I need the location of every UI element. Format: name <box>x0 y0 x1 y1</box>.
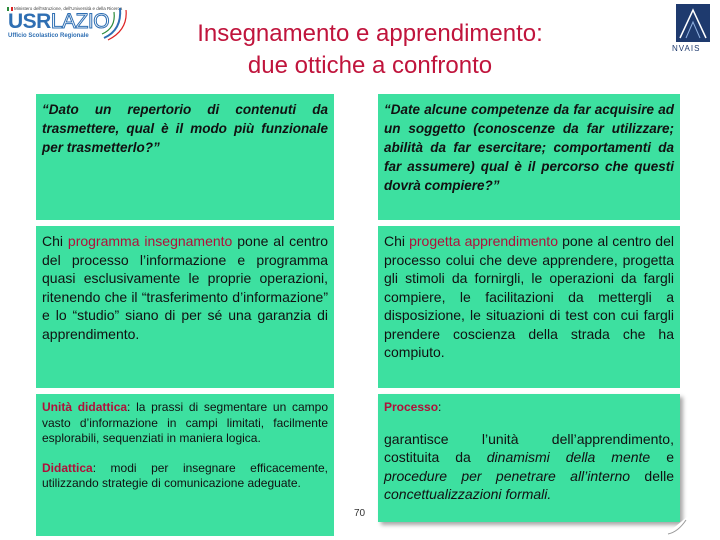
page-number: 70 <box>354 508 366 519</box>
right-description: Chi progetta apprendimento pone al centro del processo colui che deve apprendere, progetta gli stimoli da fornirgli, le operazioni da fargli compiere, le facilitazioni da mettergli a disposizione, le situazioni di test con cui fargli prendere coscienza della strada che ha compiuto. <box>384 233 674 360</box>
nvais-mark-icon <box>676 4 710 42</box>
left-question: “Dato un repertorio di contenuti da trasmettere, qual è il modo più funzionale per trasmetterlo?” <box>42 102 328 155</box>
slide-title <box>140 18 600 82</box>
left-question-box <box>36 94 334 220</box>
ministry-caption: Ministero dell'Istruzione, dell'Università e della Ricerca <box>14 6 123 11</box>
page-curl-icon <box>664 516 688 536</box>
left-key-term: programma insegnamento <box>67 233 233 249</box>
right-key-term: progetta apprendimento <box>409 233 558 249</box>
office-caption: Ufficio Scolastico Regionale <box>8 33 89 39</box>
usr-lazio-logo <box>4 4 134 44</box>
title-line-1: Insegnamento e apprendimento: <box>197 20 543 47</box>
definition-didattica: Didattica: modi per insegnare efficacemente, utilizzando strategie di comunicazione adeguate. <box>42 460 328 490</box>
definition-unita-didattica: Unità didattica: la prassi di segmentare un campo vasto d’informazione in campi limitati, facilmente esplorabili, sequenziati in maniera logica. <box>42 400 328 445</box>
right-question: “Date alcune competenze da far acquisire ad un soggetto (conoscenze da far utilizzare; abilità da far esercitare; comportamenti da far assumere) qual è il percorso che questi dovrà compiere?” <box>384 102 674 193</box>
right-process-box <box>378 394 680 522</box>
process-description: garantisce l’unità dell’apprendimento, costituita da dinamismi della mente e procedure per penetrare all’interno delle concettualizzazioni formali. <box>384 430 674 502</box>
left-definitions-box <box>36 394 334 536</box>
nvais-logo <box>670 4 716 54</box>
left-description: Chi programma insegnamento pone al centro del processo l’informazione e programma quasi esclusivamente le proprie operazioni, ritenendo che il “trasferimento d’informazione” e lo “studio” siano di per sé una garanzia di apprendimento. <box>42 233 328 342</box>
right-question-box <box>378 94 680 220</box>
left-description-box <box>36 226 334 388</box>
nvais-wordmark: NVAIS <box>672 44 701 53</box>
process-term: Processo: <box>384 400 442 414</box>
title-line-2: due ottiche a confronto <box>247 52 493 79</box>
usr-lazio-wordmark: USRLAZIO <box>8 10 110 33</box>
swoosh-icon <box>100 4 130 44</box>
right-description-box <box>378 226 680 388</box>
